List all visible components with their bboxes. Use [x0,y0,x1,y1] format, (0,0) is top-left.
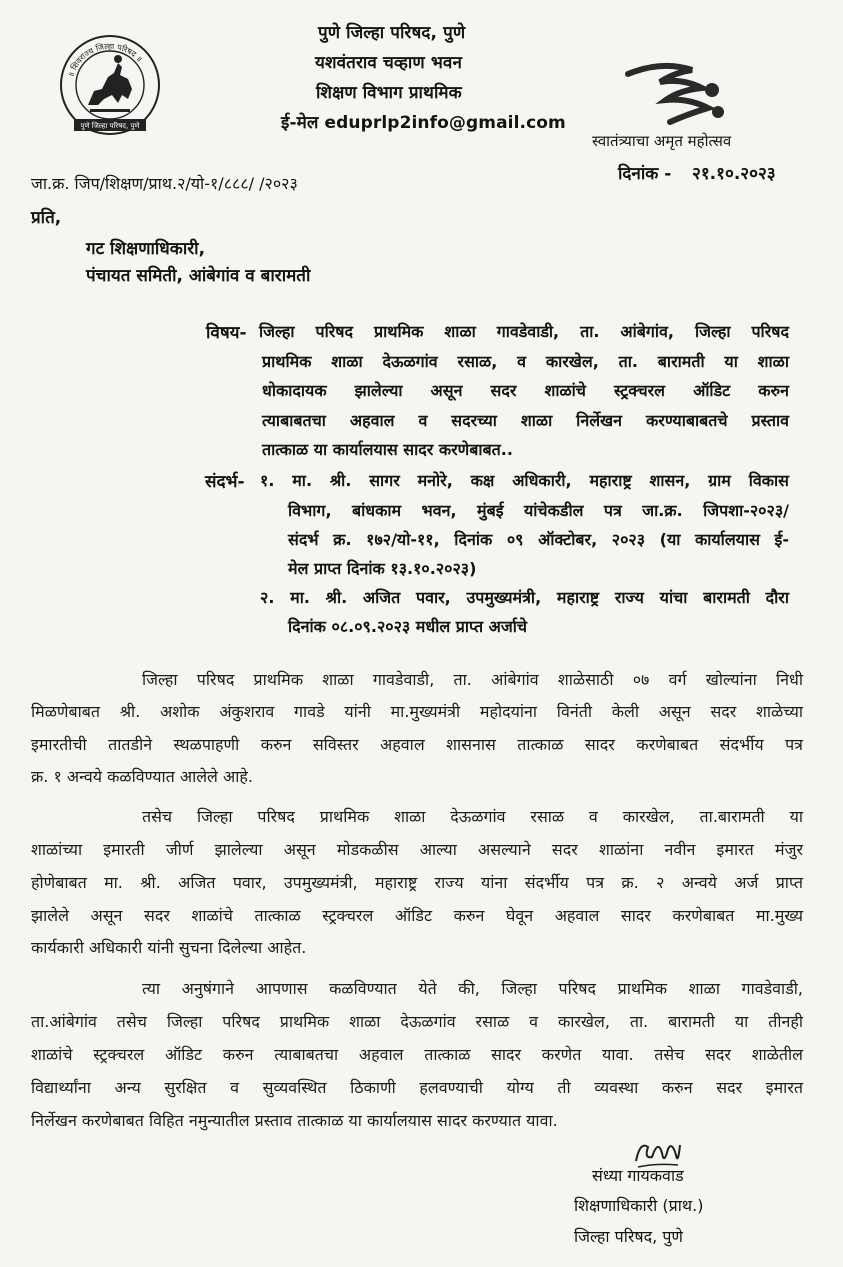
reference-line: विभाग, बांधकाम भवन, मुंबई यांचेकडील पत्र जा.क्र. जिपशा-२०२३/ [288,501,789,520]
body-line: झालेले असून सदर शाळांचे तात्काळ स्ट्रक्चरल ऑडिट करुन घेवून अहवाल सादर करणेबाबत मा.मुख्य [31,906,803,925]
body-line: शाळांचे स्ट्रक्चरल ऑडिट करुन त्याबाबतचा अहवाल तात्काळ सादर करणेत यावा. तसेच सदर शाळेतील [31,1045,803,1064]
body-line: जिल्हा परिषद प्राथमिक शाळा गावडेवाडी, ता. आंबेगांव शाळेसाठी ०७ वर्ग खोल्यांना निधी [142,670,803,689]
reference-line: १. मा. श्री. सागर मनोरे, कक्ष अधिकारी, महाराष्ट्र शासन, ग्राम विकास [260,471,789,490]
body-line: क्र. १ अन्वये कळविण्यात आलेले आहे. [31,767,253,786]
amrit-mahotsav-logo [622,60,727,130]
amrit-mahotsav-text: स्वातंत्र्याचा अमृत महोत्सव [592,132,732,150]
signatory-office: जिल्हा परिषद, पुणे [574,1227,683,1246]
body-line: कार्यकारी अधिकारी यांनी सुचना दिलेल्या आहेत. [31,938,307,957]
signatory-designation: शिक्षणाधिकारी (प्राथ.) [574,1196,704,1215]
office-building: यशवंतराव चव्हाण भवन [315,53,462,73]
subject-line: तात्काळ या कार्यालयास सादर करणेबाबत.. [262,440,513,459]
reference-line: २. मा. श्री. अजित पवार, उपमुख्यमंत्री, महाराष्ट्र राज्य यांचा बारामती दौरा [260,588,789,607]
emblem-text: पुणे जिल्हा परिषद, पुणे [80,122,140,130]
signatory-name: संध्या गायकवाड [592,1166,684,1185]
svg-text:॥ शिवराज्य जिल्हा परिषद ॥: ॥ शिवराज्य जिल्हा परिषद ॥ [66,41,145,79]
subject-line: धोकादायक झालेल्या असून सदर शाळांचे स्ट्रक्चरल ऑडिट करुन [262,381,789,400]
reference-label: संदर्भ- [205,472,245,492]
office-department: शिक्षण विभाग प्राथमिक [316,83,462,103]
addressee-title: गट शिक्षणाधिकारी, [86,239,206,259]
date-label: दिनांक - [618,164,672,184]
office-name: पुणे जिल्हा परिषद, पुणे [318,23,466,43]
subject-line: जिल्हा परिषद प्राथमिक शाळा गावडेवाडी, ता. आंबेगांव, जिल्हा परिषद [259,322,789,341]
subject-line: त्याबाबतचा अहवाल व सदरच्या शाळा निर्लेखन करण्याबाबतचे प्रस्ताव [262,411,789,430]
body-line: ता.आंबेगांव तसेच जिल्हा परिषद प्राथमिक शाळा देऊळगांव रसाळ व कारखेल, ता. बारामती या तीनही [31,1012,803,1031]
body-line: तसेच जिल्हा परिषद प्राथमिक शाळा देऊळगांव रसाळ व कारखेल, ता.बारामती या [142,807,803,826]
prati-label: प्रति, [31,208,62,228]
reference-line: मेल प्राप्त दिनांक १३.१०.२०२३) [288,559,477,578]
subject-label: विषय- [206,323,247,343]
zilla-parishad-emblem [58,33,162,137]
addressee-office: पंचायत समिती, आंबेगांव व बारामती [86,266,311,286]
body-line: विद्यार्थ्यांना अन्य सुरक्षित व सुव्यवस्थित ठिकाणी हलवण्याची योग्य ती व्यवस्था करुन सदर इमारत [31,1078,803,1097]
office-email: ई-मेल eduprlp2info@gmail.com [281,113,566,133]
body-line: होणेबाबत मा. श्री. अजित पवार, उपमुख्यमंत्री, महाराष्ट्र राज्य यांना संदर्भीय पत्र क्र. २ अन्वये अर्ज प्राप्त [31,873,803,892]
body-line: मिळणेबाबत श्री. अशोक अंकुशराव गावडे यांनी मा.मुख्यमंत्री महोदयांना विनंती केली असून सदर शाळेच्या [31,702,803,721]
body-line: निर्लेखन करणेबाबत विहित नमुन्यातील प्रस्ताव तात्काळ या कार्यालयास सादर करण्यात यावा. [31,1111,558,1130]
reference-number: जा.क्र. जिप/शिक्षण/प्राथ.२/यो-१/८८८/ /२०२३ [31,174,298,193]
reference-line: संदर्भ क्र. १७२/यो-११, दिनांक ०९ ऑक्टोबर, २०२३ (या कार्यालयास ई- [288,530,789,549]
body-line: त्या अनुषंगाने आपणास कळविण्यात येते की, जिल्हा परिषद प्राथमिक शाळा गावडेवाडी, [142,979,803,998]
letter-date: २१.१०.२०२३ [692,164,776,184]
reference-line: दिनांक ०८.०९.२०२३ मधील प्राप्त अर्जाचे [288,617,528,636]
body-line: इमारतीची तातडीने स्थळपाहणी करुन सविस्तर अहवाल शासनास तात्काळ सादर करणेबाबत संदर्भीय पत्र [31,735,803,754]
body-line: शाळांच्या इमारती जीर्ण झालेल्या असून मोडकळीस आल्या असल्याने सदर शाळांना नवीन इमारत मंजुर [31,840,803,859]
subject-line: प्राथमिक शाळा देऊळगांव रसाळ, व कारखेल, ता. बारामती या शाळा [262,352,789,371]
